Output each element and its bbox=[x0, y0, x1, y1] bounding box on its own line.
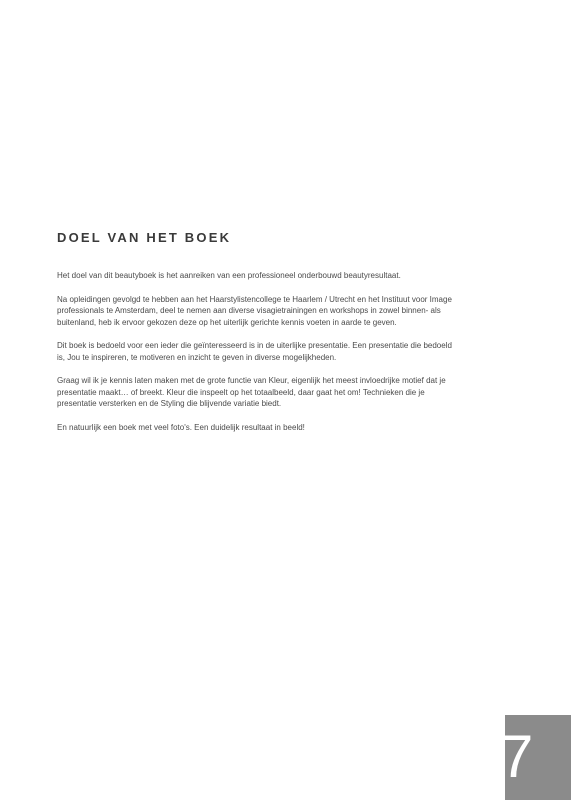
paragraph-2: Na opleidingen gevolgd te hebben aan het Haarstylistencollege te Haarlem / Utrecht en het Instituut voor Image professionals te Amsterdam, deel te nemen aan diverse visagietrainingen en workshops in zowel binnen- als buitenland, heb ik ervoor gekozen deze op het uiterlijk gerichte kennis voeten in aarde te geven. bbox=[57, 294, 452, 327]
page-number: 7 bbox=[500, 723, 534, 790]
paragraph-1: Het doel van dit beautyboek is het aanreiken van een professioneel onderbouwd beautyresultaat. bbox=[57, 271, 401, 280]
paragraph-3: Dit boek is bedoeld voor een ieder die geïnteresseerd is in de uiterlijke presentatie. Een presentatie die bedoeld is, Jou te inspireren, te motiveren en inzicht te geven in diverse mogelijkheden. bbox=[57, 341, 452, 362]
page-heading: DOEL VAN HET BOEK bbox=[57, 230, 232, 245]
paragraph-5: En natuurlijk een boek met veel foto's. Een duidelijk resultaat in beeld! bbox=[57, 422, 305, 432]
body-text bbox=[57, 270, 457, 445]
paragraph-4: Graag wil ik je kennis laten maken met de grote functie van Kleur, eigenlijk het meest invloedrijke motief dat je presentatie maakt… of breekt. Kleur die inspeelt op het totaalbeeld, daar gaat het om! Technieken die je presentatie versterken en de Styling die blijvende variatie biedt. bbox=[57, 376, 446, 408]
